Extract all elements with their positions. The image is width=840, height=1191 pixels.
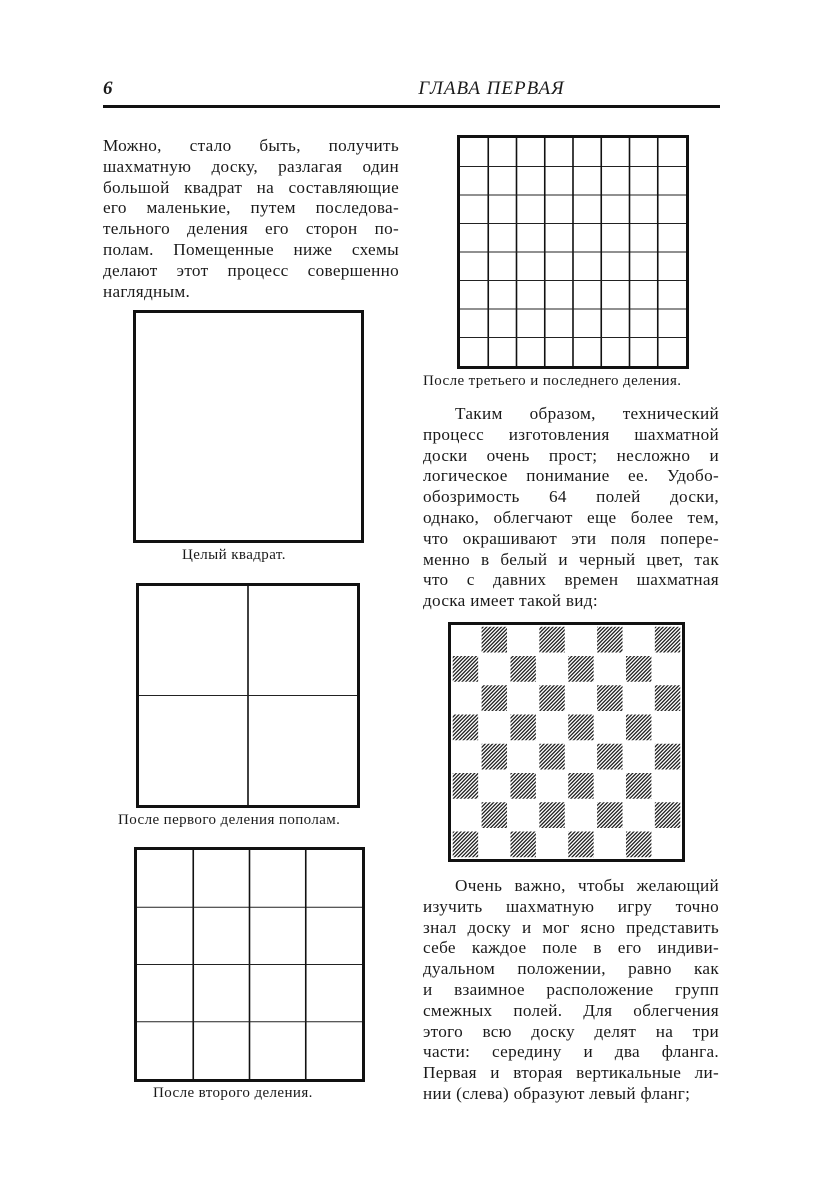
- text-line: этого всю доску делят на три: [423, 1021, 719, 1041]
- dark-square: [510, 715, 535, 741]
- dark-square: [655, 627, 680, 653]
- dark-square: [453, 773, 478, 799]
- dark-square: [626, 715, 651, 741]
- paragraph-board-colouring: [423, 404, 719, 612]
- dark-square: [626, 656, 651, 682]
- caption-first-division: После первого деления пополам.: [118, 812, 341, 828]
- text-line: обозримость 64 полей доски,: [423, 487, 719, 507]
- figure-first-division: [136, 583, 360, 808]
- dark-square: [539, 802, 564, 828]
- text-line: делают этот процесс совершенно: [103, 260, 399, 280]
- grid-lines: [139, 586, 357, 805]
- text-line: знал доску и мог ясно представить: [423, 917, 719, 937]
- caption-second-division: После второго деления.: [153, 1085, 313, 1101]
- text-line: изучить шахматную игру точно: [423, 896, 719, 916]
- page-header: [103, 76, 720, 106]
- text-line: полам. Помещенные ниже схемы: [103, 239, 399, 259]
- dark-square: [568, 715, 593, 741]
- figure-whole-square: [133, 310, 364, 543]
- figure-second-division: [134, 847, 365, 1082]
- text-line: что окрашивают эти поля попере-: [423, 528, 719, 548]
- text-line: Первая и вторая вертикальные ли-: [423, 1063, 719, 1083]
- dark-square: [539, 685, 564, 711]
- text-line: Очень важно, чтобы желающий: [455, 876, 719, 895]
- dark-square: [453, 715, 478, 741]
- running-title: ГЛАВА ПЕРВАЯ: [418, 78, 565, 99]
- dark-square: [597, 685, 622, 711]
- text-line: нии (слева) образуют левый фланг;: [423, 1083, 691, 1103]
- dark-square: [482, 744, 507, 770]
- text-line: Можно, стало быть, получить: [103, 136, 399, 155]
- dark-square: [510, 832, 535, 858]
- dark-square: [482, 627, 507, 653]
- paragraph-board-sections: [423, 876, 719, 1105]
- text-line: что с давних времен шахматная: [423, 570, 719, 590]
- dark-square: [568, 773, 593, 799]
- text-line: тельного деления его сторон по-: [103, 219, 399, 239]
- dark-square: [597, 627, 622, 653]
- dark-square: [510, 656, 535, 682]
- header-rule: [103, 105, 720, 108]
- dark-square: [539, 627, 564, 653]
- text-line: доски очень прост; несложно и: [423, 445, 719, 465]
- dark-square: [597, 802, 622, 828]
- text-line: наглядным.: [103, 281, 191, 301]
- dark-square: [482, 802, 507, 828]
- dark-square: [568, 656, 593, 682]
- text-line: себе каждое поле в его индиви-: [423, 938, 719, 958]
- dark-square: [453, 656, 478, 682]
- dark-square: [655, 744, 680, 770]
- text-line: однако, облегчают еще более тем,: [423, 507, 719, 527]
- dark-square: [655, 685, 680, 711]
- dark-square: [626, 832, 651, 858]
- dark-square: [597, 744, 622, 770]
- grid-lines: [460, 138, 686, 366]
- text-line: логическое понимание ее. Удобо-: [423, 466, 719, 486]
- dark-square: [510, 773, 535, 799]
- text-line: большой квадрат на составляющие: [103, 177, 399, 197]
- chessboard-squares: [451, 625, 682, 859]
- text-line: шахматную доску, разлагая один: [103, 156, 399, 176]
- text-line: смежных полей. Для облегчения: [423, 1000, 719, 1020]
- text-line: процесс изготовления шахматной: [423, 424, 719, 444]
- text-line: и взаимное расположение групп: [423, 979, 719, 999]
- text-line: Таким образом, технический: [455, 404, 719, 423]
- dark-square: [655, 802, 680, 828]
- text-line: дуальном положении, равно как: [423, 959, 719, 979]
- dark-square: [453, 832, 478, 858]
- text-line: менно в белый и черный цвет, так: [423, 549, 719, 569]
- grid-lines: [137, 850, 362, 1079]
- text-line: его маленькие, путем последова-: [103, 198, 399, 218]
- intro-paragraph: [103, 136, 399, 302]
- dark-square: [539, 744, 564, 770]
- dark-square: [626, 773, 651, 799]
- text-line: части: середину и два фланга.: [423, 1042, 719, 1062]
- caption-third-division: После третьего и последнего деления.: [423, 373, 682, 389]
- chessboard-figure: [448, 622, 685, 862]
- dark-square: [482, 685, 507, 711]
- page-number: 6: [103, 78, 113, 99]
- caption-whole-square: Целый квадрат.: [182, 547, 286, 563]
- figure-third-division: [457, 135, 689, 369]
- dark-square: [568, 832, 593, 858]
- text-line: доска имеет такой вид:: [423, 591, 598, 611]
